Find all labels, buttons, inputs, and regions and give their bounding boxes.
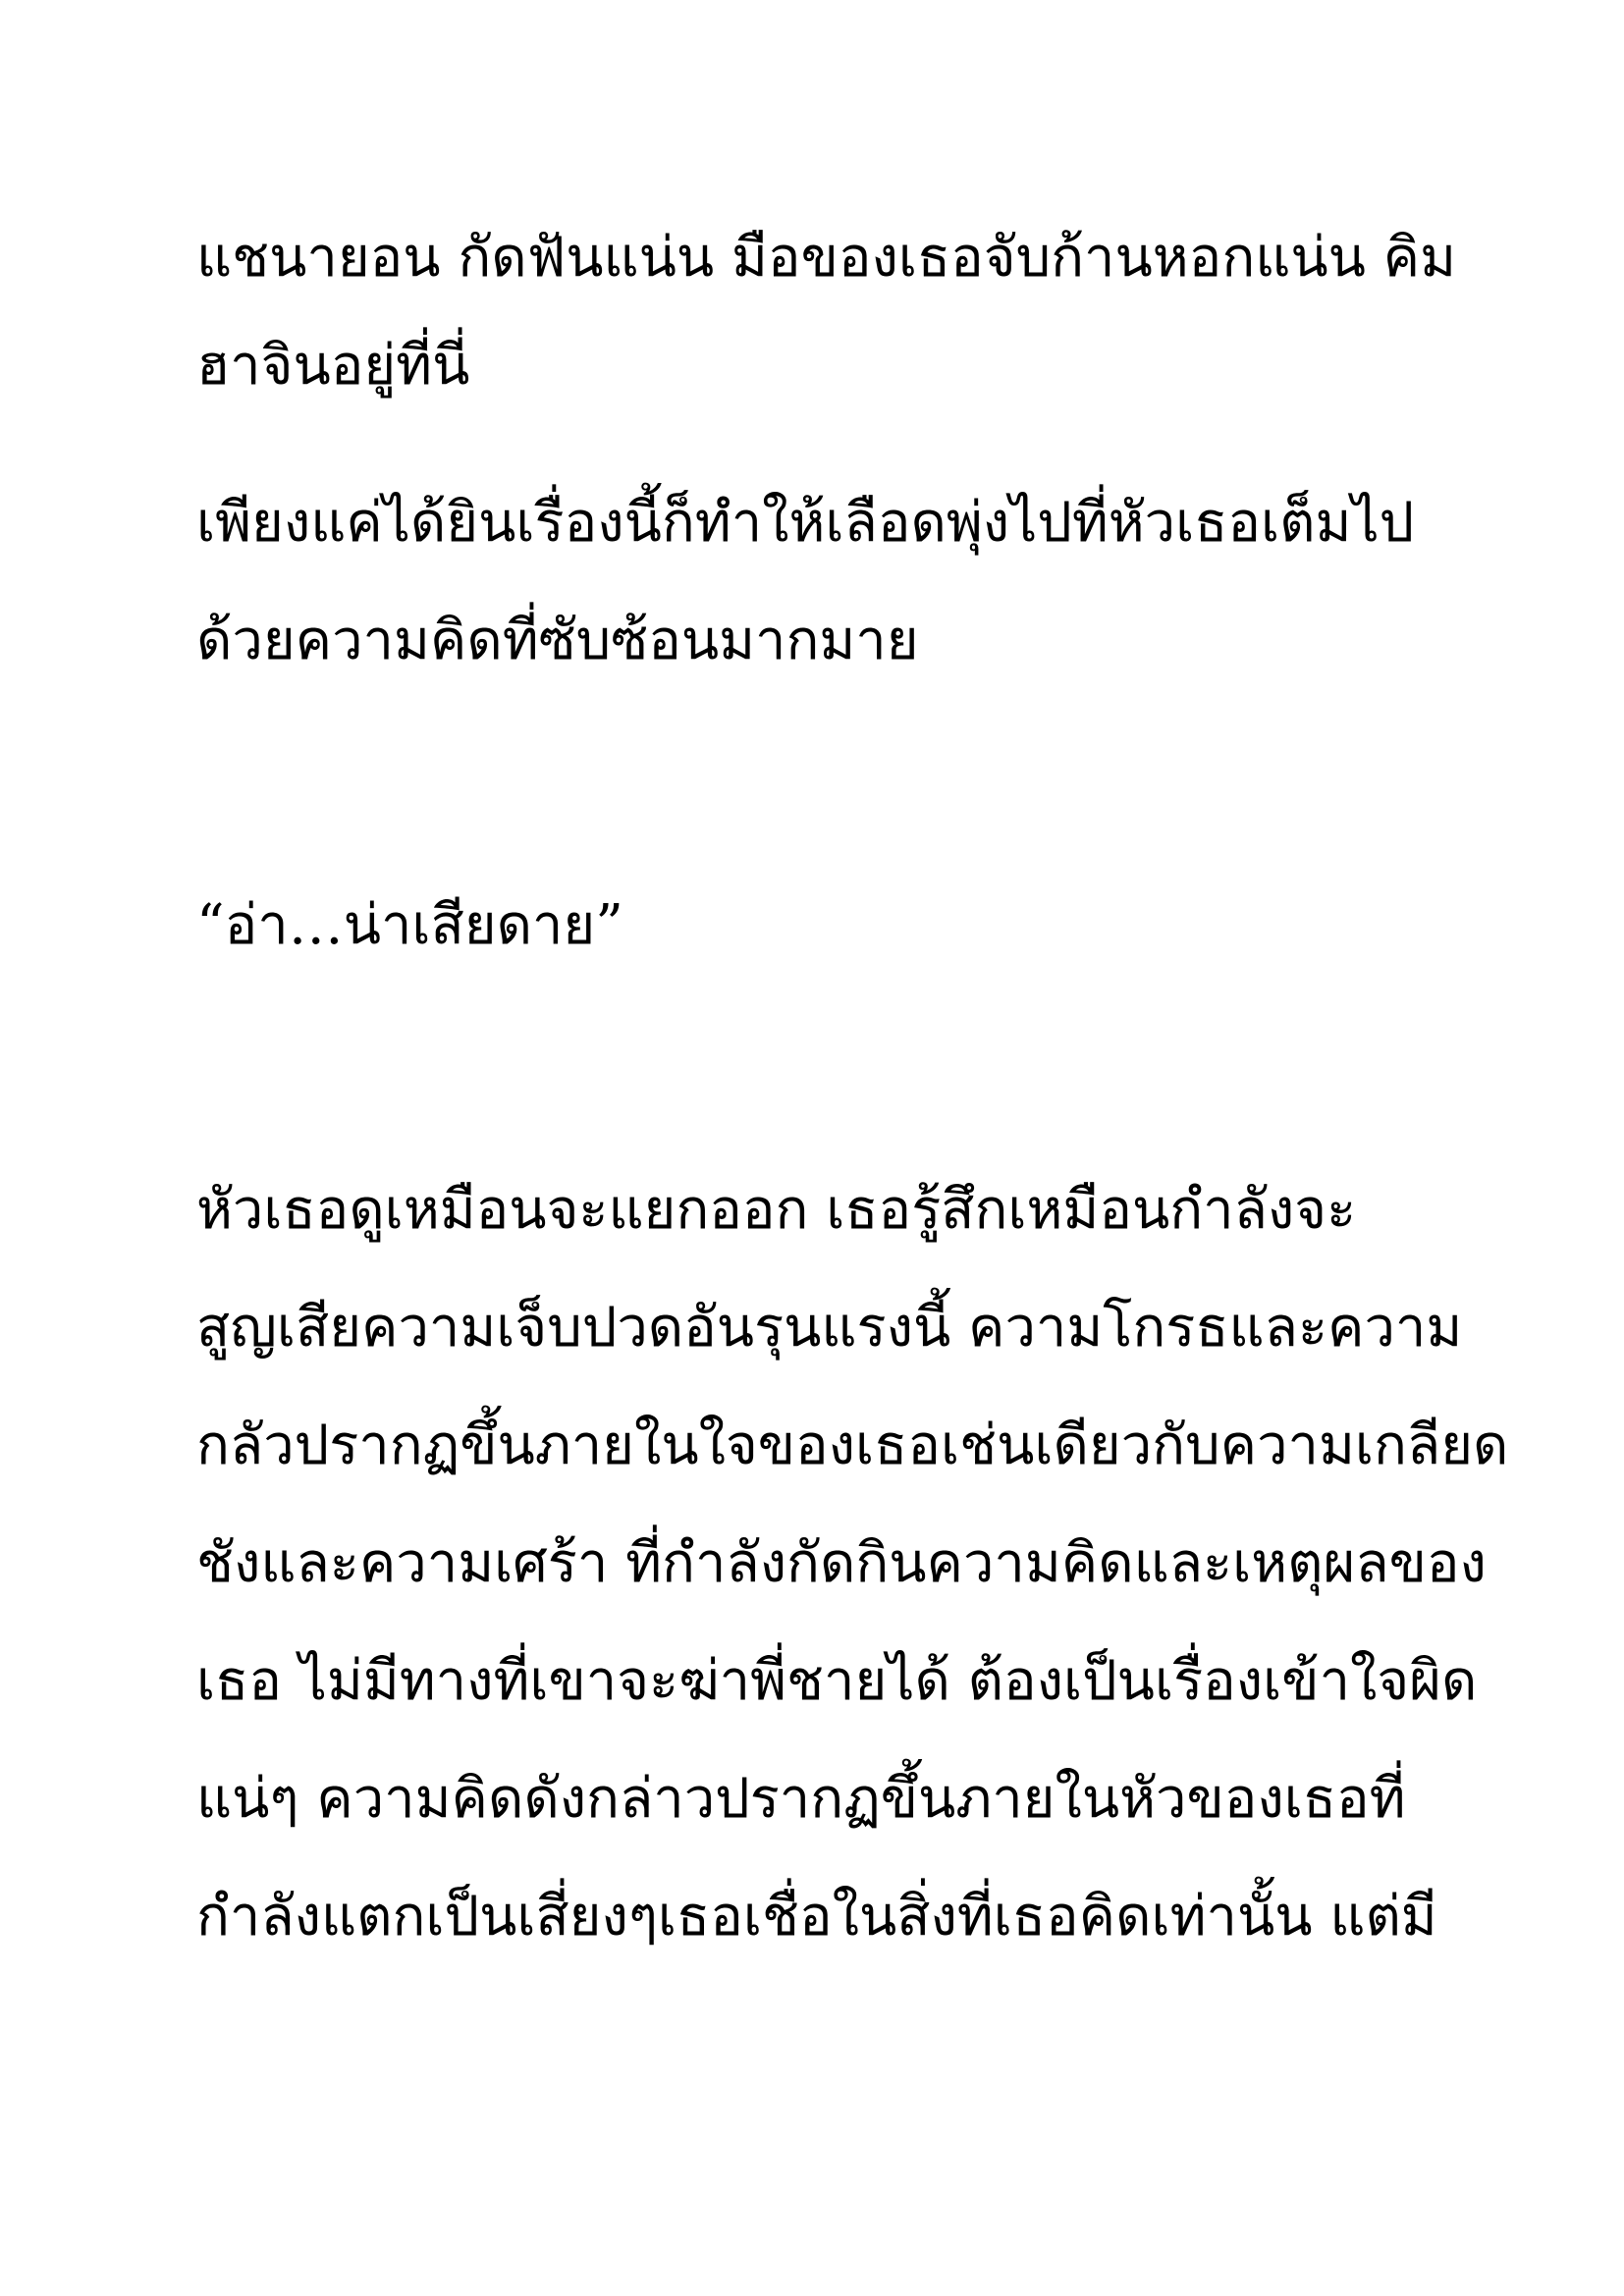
text-line: กลัวปรากฏขึ้นภายในใจของเธอเช่นเดียวกับความเกลียด [196, 1414, 1509, 1477]
text-line: เพียงแค่ได้ยินเรื่องนี้ก็ทำให้เลือดพุ่งไปที่หัวเธอเต็มไป [196, 491, 1415, 555]
text-line: ด้วยความคิดที่ซับซ้อนมากมาย [196, 609, 919, 672]
text-line: แชนายอน กัดฟันแน่น มือของเธอจับก้านหอกแน่น คิม [196, 226, 1457, 290]
text-line: ชังและความเศร้า ที่กำลังกัดกินความคิดและเหตุผลของ [196, 1531, 1487, 1595]
text-line: กำลังแตกเป็นเสี่ยงๆเธอเชื่อในสิ่งที่เธอคิดเท่านั้น แต่มี [196, 1885, 1437, 1949]
text-line: ฮาจินอยู่ที่นี่ [196, 334, 470, 398]
text-line: หัวเธอดูเหมือนจะแยกออก เธอรู้สึกเหมือนกำลังจะ [196, 1178, 1357, 1242]
text-line: สูญเสียความเจ็บปวดอันรุนแรงนี้ ความโกรธและความ [196, 1296, 1463, 1360]
text-line: แน่ๆ ความคิดดังกล่าวปรากฏขึ้นภายในหัวของเธอที่ [196, 1767, 1406, 1831]
text-line: เธอ ไม่มีทางที่เขาจะฆ่าพี่ชายได้ ต้องเป็นเรื่องเข้าใจผิด [196, 1649, 1478, 1713]
text-line: “อ่า…น่าเสียดาย” [196, 893, 623, 957]
